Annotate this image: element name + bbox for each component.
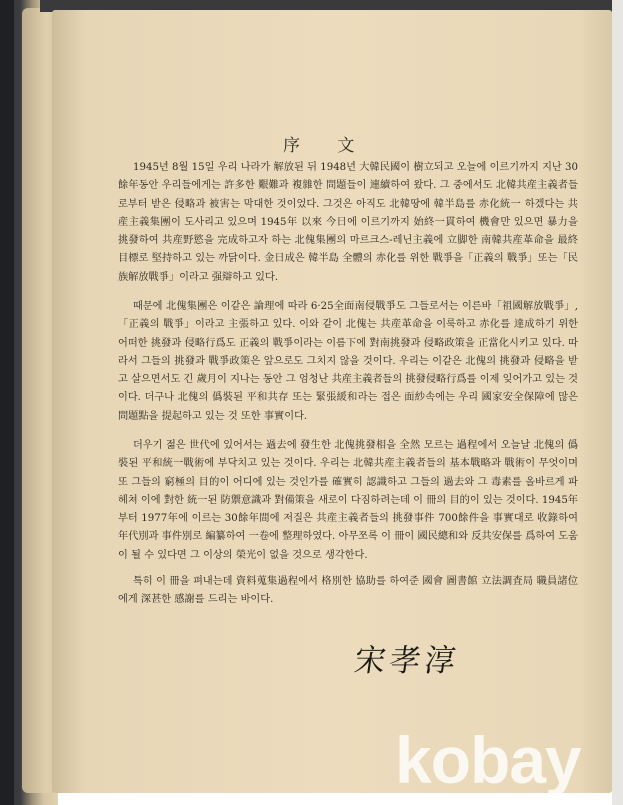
background-right: [612, 0, 623, 805]
page-title: 序 文: [283, 136, 371, 156]
paragraph-1: 1945년 8월 15일 우리 나라가 解放된 뒤 1948년 大韓民國이 樹立되고 오늘에 이르기까지 지난 30餘年동안 우리들에게는 許多한 艱難과 複雜한 問題들이 連續하여 왔다. 그 중에서도 北韓共産主義者들로부터 받은 侵略과 被害는 막대한 것이었다. 그것은 아직도 北韓땅에 韓半島를 赤化統一 하겠다는 共産主義集團이 도사리고 있으며 1945年 以來 今日에 이르기까지 始終一貫하여 機會만 있으면 暴力을 挑發하여 共産野慾을 完成하고자 하는 北傀集團의 마르크스-레닌主義에 立脚한 南韓共産革命을 最終目標로 堅持하고 있는 까닭이다. 金日成은 韓半島 全體의 赤化를 위한 戰爭을「正義의 戰爭」또는「民族解放戰爭」이라고 强辯하고 있다.: [118, 162, 578, 283]
paragraph-4: 특히 이 冊을 펴내는데 資料蒐集過程에서 格別한 協助를 하여준 國會 圖書館 立法調査局 職員諸位에게 深甚한 感謝를 드리는 바이다.: [118, 576, 578, 606]
paragraph-3: 더우기 젊은 世代에 있어서는 過去에 發生한 北傀挑發相을 全然 모르는 過程에서 오늘날 北傀의 僞裝된 平和統一戰術에 부닥치고 있는 것이다. 우리는 北韓共産主義者들의 基本戰略과 戰術이 무엇이며 또 그들의 窮極의 目的이 어디에 있는 것인가를 確實히 認識하고 그들의 過去와 그 毒素를 올바르게 파헤쳐 이에 對한 統一된 防禦意識과 對備策을 새로이 다짐하려는데 이 冊의 目的이 있는 것이다. 1945年부터 1977年에 이르는 30餘年間에 저질은 共産主義者들의 挑發事件 700餘件을 事實대로 收錄하여 年代別과 事件別로 編纂하여 一卷에 整理하였다. 아무쪼록 이 冊이 國民總和와 反共安保를 爲하여 도움이 될 수 있다면 그 이상의 榮光이 없을 것으로 생각한다.: [118, 440, 578, 561]
paragraph-2: 때문에 北傀集團은 이같은 論理에 따라 6·25全面南侵戰爭도 그들로서는 이른바「祖國解放戰爭」,「正義의 戰爭」이라고 主張하고 있다. 이와 같이 北傀는 共産革命을 이룩하고 赤化를 達成하기 위한 어떠한 挑發과 侵略行爲도 正義의 戰爭이라는 이름下에 對南挑發과 侵略政策을 正當化시키고 있다. 따라서 그들의 挑發과 戰爭政策은 앞으로도 그치지 않을 것이다. 우리는 이같은 北傀의 挑發과 侵略을 받고 살으면서도 긴 歲月이 지나는 동안 그 엄청난 共産主義者들의 挑發侵略行爲를 이제 잊어가고 있는 것이다. 더구나 北傀의 僞裝된 平和共存 또는 緊張緩和라는 접은 面紗속에는 우리 國家安全保障에 많은 問題點을 提起하고 있는 것 또한 事實이다.: [118, 301, 578, 422]
watermark-logo: kobay: [395, 723, 581, 797]
author-signature: 宋孝淳: [351, 643, 463, 679]
